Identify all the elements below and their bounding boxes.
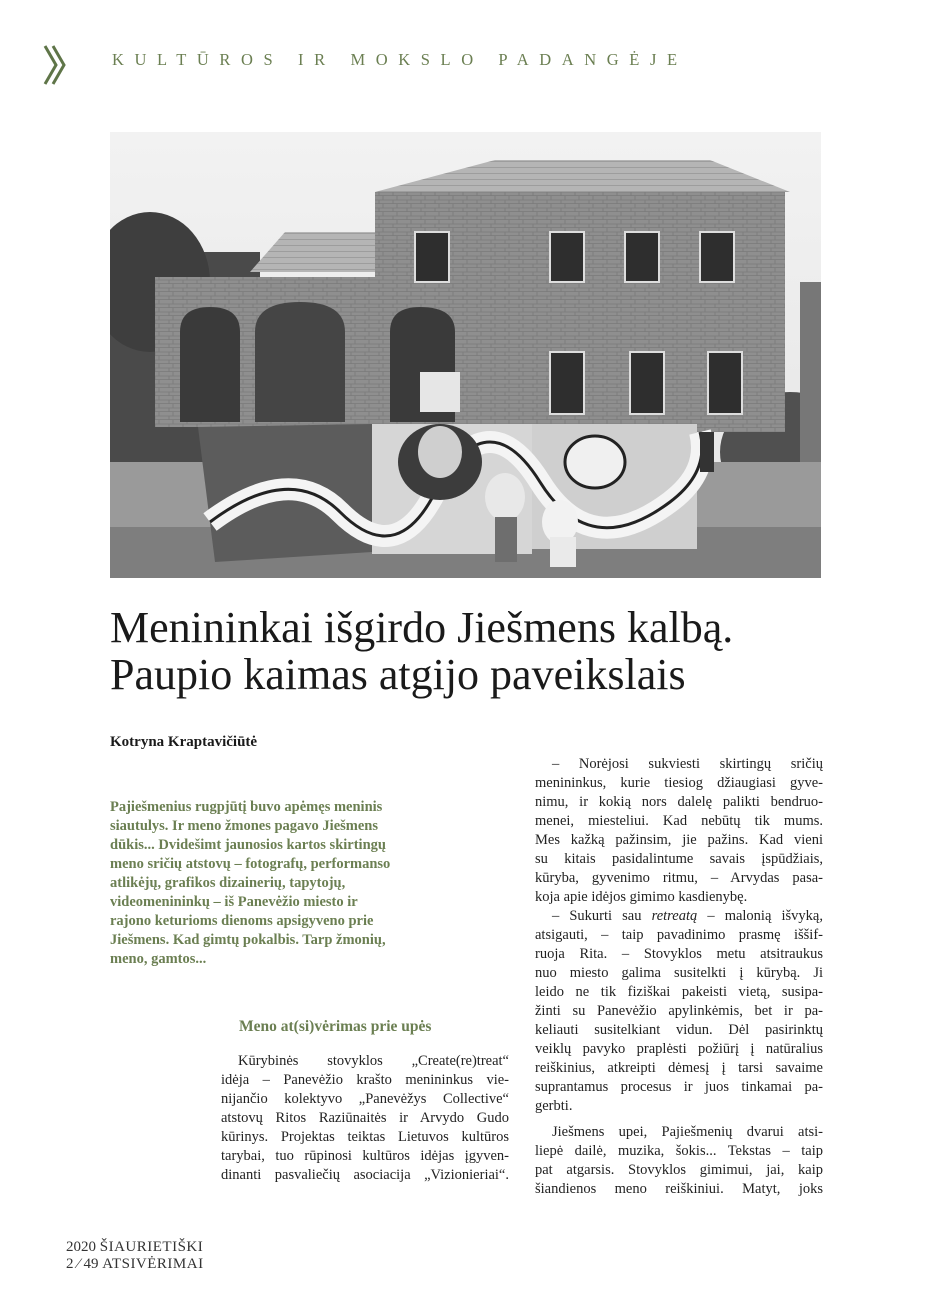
body-line: menei, miesteliui. Kad nebūtų tik mums.: [535, 813, 823, 829]
body-line: – Norėjosi sukviesti skirtingų sričių: [552, 756, 823, 772]
body-line: keliauti susitelkiant vidun. Dėl pasirinktų: [535, 1022, 823, 1038]
body-line: žinti su Panevėžio apylinkėmis, bet ir pa-: [535, 1003, 823, 1019]
lead-line: Pajiešmenius rugpjūtį buvo apėmęs meninis: [110, 799, 383, 815]
footer-publication-line-1: ŠIAURIETIŠKI: [99, 1239, 204, 1255]
body-line: nimu, ir kokią nors dalelę palikti bendruo-: [535, 794, 823, 810]
lead-line: meno, gamtos...: [110, 951, 207, 967]
body-line: suprantamus procesus ir juos tinkamai pa-: [535, 1079, 823, 1095]
lead-line: Jiešmens. Kad gimtų pokalbis. Tarp žmonių,: [110, 932, 386, 948]
body-line: ruoja Rita. – Stovyklos metu atsitraukus: [535, 946, 823, 962]
page-footer: [66, 1239, 204, 1273]
footer-year: 2020: [66, 1239, 96, 1255]
body-column-right: [535, 755, 823, 1199]
body-line: Mes kažką pažinsim, jie pažins. Kad vieni: [535, 832, 823, 848]
body-line: Jiešmens upei, Pajiešmenių dvarui atsi-: [552, 1124, 823, 1140]
body-line: dinanti pasvaliečių asociacija „Vizionieriai“.: [221, 1167, 509, 1183]
lead-paragraph: [110, 798, 430, 969]
body-line: leido ne tik fiziškai pakeisti vietą, susipa-: [535, 984, 823, 1000]
footer-issue: 2 ⁄ 49: [66, 1256, 99, 1272]
section-subheading: Meno at(si)vėrimas prie upės: [239, 1018, 432, 1035]
footer-publication-line-2: ATSIVĖRIMAI: [102, 1256, 204, 1272]
lead-line: atlikėjų, grafikos dizainerių, tapytojų,: [110, 875, 346, 891]
body-line: liepė dailė, muzika, šokis... Tekstas – taip: [535, 1143, 823, 1159]
body-line: tarybai, tuo rūpinosi kultūros idėjas įgyven-: [221, 1148, 509, 1164]
body-line: pat atgarsis. Stovyklos gimimui, jai, kaip: [535, 1162, 823, 1178]
body-line: reiškinius, atkreipti dėmesį į tarsi savaime: [535, 1060, 823, 1076]
body-line: menininkus, kurie tiesiog džiaugiasi gyve-: [535, 775, 823, 791]
body-line: šiandienos meno reiškiniui. Matyt, joks: [535, 1181, 823, 1197]
author-byline: Kotryna Kraptavičiūtė: [110, 734, 258, 750]
lead-line: dūkis... Dvidešimt jaunosios kartos skirtingų: [110, 837, 386, 853]
article-photo: [110, 132, 821, 578]
body-line: veiklų pavyko praplėsti požiūrį į natūralius: [535, 1041, 823, 1057]
lead-line: rajono keturioms dienoms apsigyveno prie: [110, 913, 374, 929]
article-title: [110, 604, 830, 698]
body-line: nijančio kolektyvo „Panevėžys Collective“: [221, 1091, 509, 1107]
double-chevron-right-icon: [42, 44, 68, 86]
body-line: Kūrybinės stovyklos „Create(re)treat“: [238, 1053, 509, 1069]
body-line: atsigauti, – taip pavadinimo prasmę iššif-: [535, 927, 823, 943]
title-line-1: Menininkai išgirdo Jiešmens kalbą.: [110, 603, 734, 652]
body-column-left: [221, 1052, 509, 1185]
body-line: atstovų Ritos Raziūnaitės ir Arvydo Gudo: [221, 1110, 509, 1126]
body-line: kūrinys. Projektas teiktas Lietuvos kultūros: [221, 1129, 509, 1145]
body-line: idėja – Panevėžio krašto menininkus vie-: [221, 1072, 509, 1088]
body-line: su kitais pasidalintume savais įspūdžiais,: [535, 851, 823, 867]
body-line: gerbti.: [535, 1098, 573, 1114]
title-line-2: Paupio kaimas atgijo paveikslais: [110, 650, 686, 699]
section-header: KULTŪROS IR MOKSLO PADANGĖJE: [112, 50, 688, 69]
body-line: nuo miesto galima susitelkti į kūrybą. Ji: [535, 965, 823, 981]
body-line: koja apie idėjos gimimo kasdienybę.: [535, 889, 748, 905]
emphasized-word: retreatą: [651, 908, 698, 924]
body-line: kūryba, gyvenimo ritmu, – Arvydas pasa-: [535, 870, 823, 886]
lead-line: siautulys. Ir meno žmones pagavo Jiešmens: [110, 818, 378, 834]
lead-line: meno sričių atstovų – fotografų, performanso: [110, 856, 391, 872]
lead-line: videomenininkų – iš Panevėžio miesto ir: [110, 894, 358, 910]
body-line: – Sukurti sau retreatą – malonią išvyką,: [552, 908, 823, 924]
